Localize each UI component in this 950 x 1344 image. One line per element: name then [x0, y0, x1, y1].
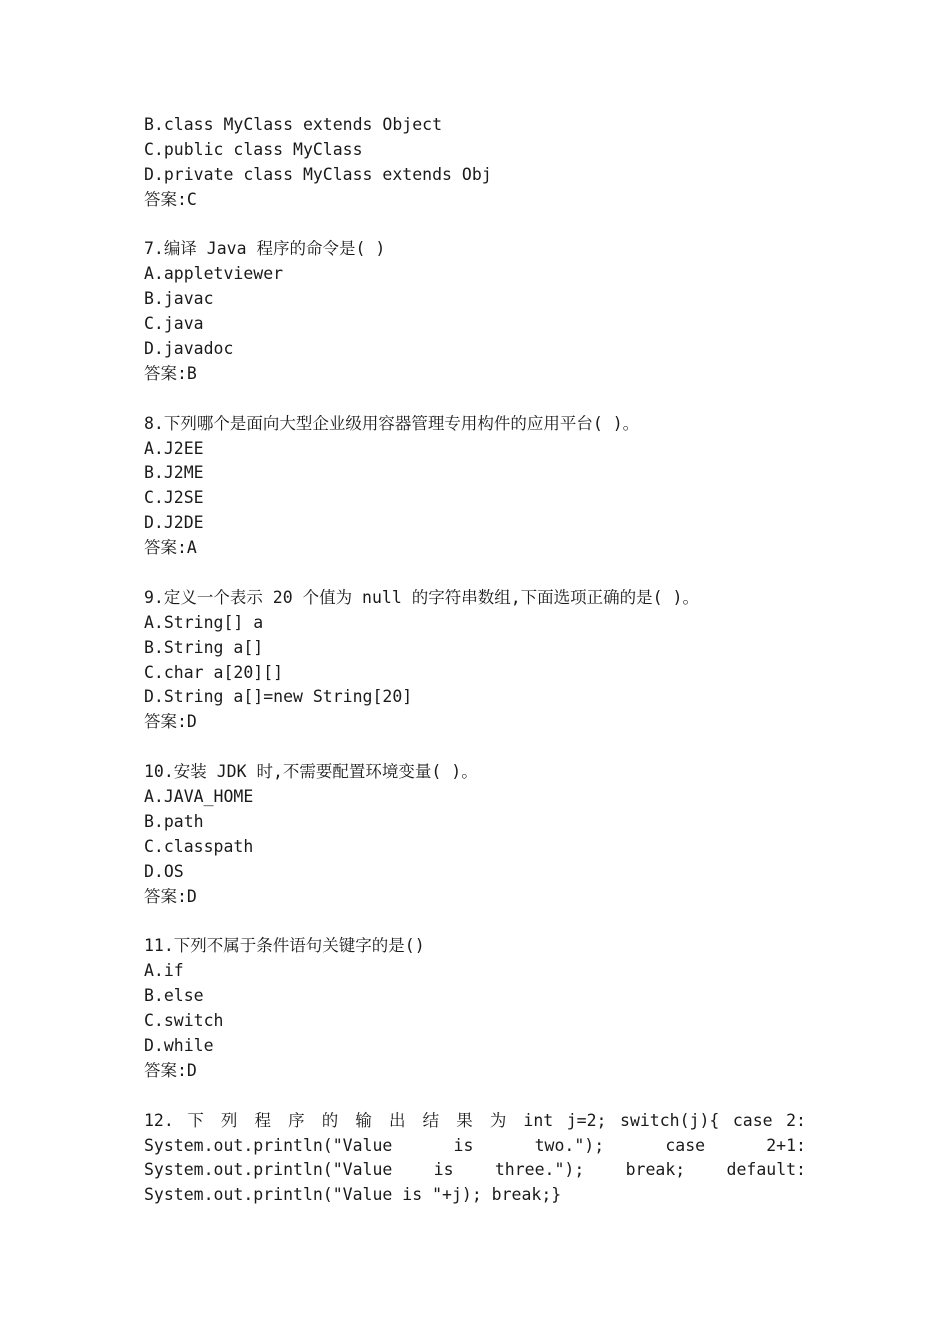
question-11: [144, 934, 806, 1083]
option-d: D.private class MyClass extends Obj: [144, 164, 492, 184]
option-b: B.javac: [144, 289, 214, 309]
option-c: C.public class MyClass: [144, 139, 363, 159]
option-a: A.J2EE: [144, 438, 204, 458]
option-b: B.else: [144, 986, 204, 1006]
question-stem-line-4: System.out.println("Value is "+j); break;}: [144, 1185, 562, 1205]
question-8: [144, 412, 806, 561]
question-stem: 7.编译 Java 程序的命令是( ): [144, 239, 386, 259]
question-7: [144, 237, 806, 386]
question-12: [144, 1109, 806, 1209]
option-c: C.char a[20][]: [144, 662, 284, 682]
question-stem-line-1: 12. 下 列 程 序 的 输 出 结 果 为 int j=2; switch(j){ case 2:: [144, 1110, 806, 1130]
question-9: [144, 586, 806, 735]
option-b: B.path: [144, 811, 204, 831]
question-10: [144, 760, 806, 909]
question-stem-line-2: System.out.println("Value is two."); case 2+1:: [144, 1135, 806, 1155]
answer: 答案:C: [144, 189, 197, 209]
spacer: [144, 735, 806, 760]
option-a: A.JAVA_HOME: [144, 787, 254, 807]
option-c: C.J2SE: [144, 488, 204, 508]
option-d: D.String a[]=new String[20]: [144, 687, 413, 707]
option-d: D.OS: [144, 861, 184, 881]
option-a: A.if: [144, 961, 184, 981]
answer: 答案:D: [144, 712, 197, 732]
spacer: [144, 910, 806, 935]
answer: 答案:A: [144, 538, 197, 558]
question-stem: 10.安装 JDK 时,不需要配置环境变量( )。: [144, 762, 478, 782]
answer: 答案:D: [144, 886, 197, 906]
question-stem: 8.下列哪个是面向大型企业级用容器管理专用构件的应用平台( )。: [144, 413, 640, 433]
spacer: [144, 1084, 806, 1109]
spacer: [144, 387, 806, 412]
option-b: B.class MyClass extends Object: [144, 115, 443, 134]
question-stem: 11.下列不属于条件语句关键字的是(): [144, 936, 425, 956]
spacer: [144, 213, 806, 238]
document-page: [144, 113, 806, 1208]
answer: 答案:B: [144, 363, 197, 383]
option-d: D.javadoc: [144, 339, 234, 359]
option-a: A.String[] a: [144, 612, 264, 632]
previous-question-tail: [144, 113, 806, 213]
question-stem-line-3: System.out.println("Value is three."); break; default:: [144, 1160, 806, 1180]
option-d: D.while: [144, 1035, 214, 1055]
option-b: B.J2ME: [144, 463, 204, 483]
option-c: C.java: [144, 314, 204, 334]
question-stem: 9.定义一个表示 20 个值为 null 的字符串数组,下面选项正确的是( )。: [144, 587, 699, 607]
option-a: A.appletviewer: [144, 264, 284, 284]
option-b: B.String a[]: [144, 637, 264, 657]
spacer: [144, 561, 806, 586]
option-d: D.J2DE: [144, 513, 204, 533]
option-c: C.switch: [144, 1011, 224, 1031]
answer: 答案:D: [144, 1060, 197, 1080]
option-c: C.classpath: [144, 836, 254, 856]
